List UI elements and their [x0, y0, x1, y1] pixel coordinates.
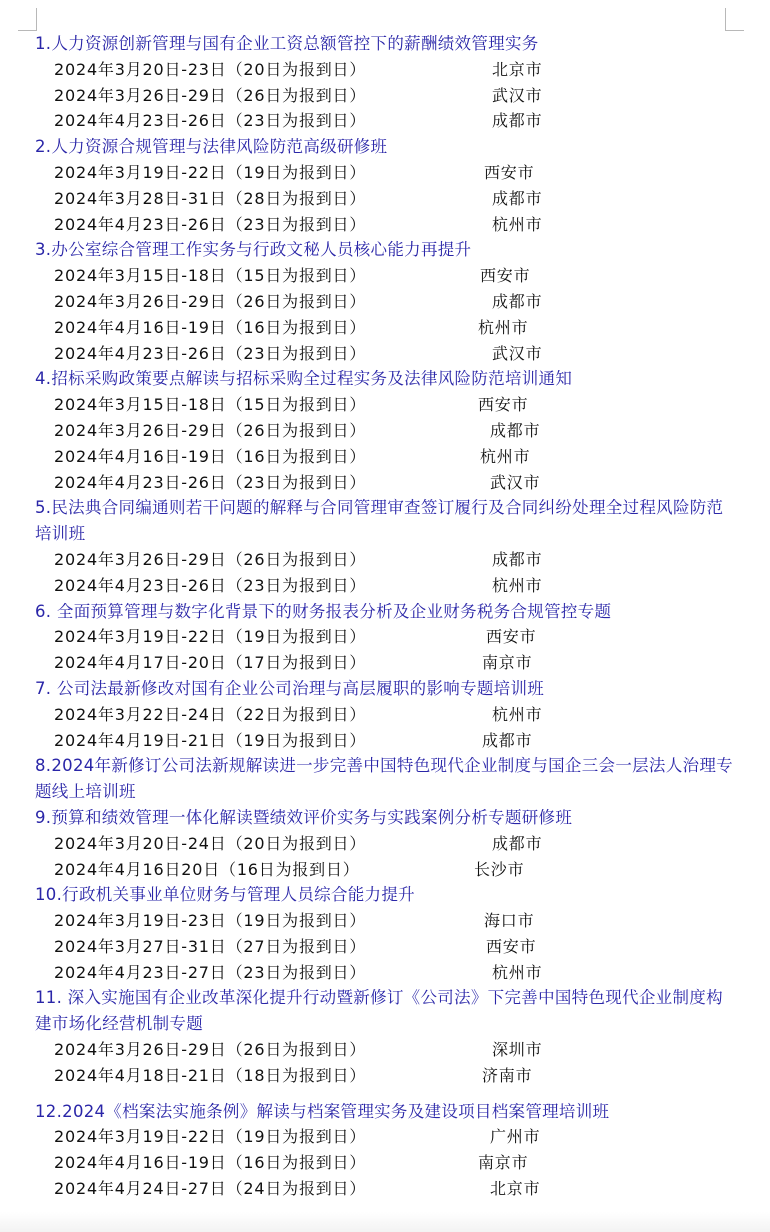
session-city: 杭州市	[492, 962, 543, 982]
session-city: 西安市	[484, 162, 535, 182]
course-list	[35, 31, 735, 1202]
session-city: 成都市	[482, 730, 533, 750]
session-date: 2024年4月23日-26日（23日为报到日）	[54, 472, 367, 492]
course-title[interactable]: 6. 全面预算管理与数字化背景下的财务报表分析及企业财务税务合规管控专题	[35, 601, 612, 621]
session-city: 广州市	[490, 1127, 541, 1147]
course-title[interactable]: 5.民法典合同编通则若干问题的解释与合同管理审查签订履行及合同纠纷处理全过程风险防范培训班	[35, 498, 724, 544]
session-city: 长沙市	[474, 859, 525, 879]
session-date: 2024年4月23日-26日（23日为报到日）	[54, 111, 367, 131]
course-block	[35, 676, 735, 753]
session-row	[35, 108, 735, 134]
session-city: 成都市	[490, 420, 541, 440]
course-block	[35, 882, 735, 985]
session-row	[35, 650, 735, 676]
session-row	[35, 160, 735, 186]
session-city: 武汉市	[492, 85, 543, 105]
course-title[interactable]: 10.行政机关事业单位财务与管理人员综合能力提升	[35, 885, 415, 905]
session-city: 成都市	[492, 188, 543, 208]
section-spacer	[35, 1089, 735, 1099]
course-title[interactable]: 12.2024《档案法实施条例》解读与档案管理实务及建设项目档案管理培训班	[35, 1101, 610, 1121]
session-row	[35, 341, 735, 367]
session-date: 2024年4月23日-26日（23日为报到日）	[54, 575, 367, 595]
session-row	[35, 315, 735, 341]
session-row	[35, 83, 735, 109]
session-row	[35, 624, 735, 650]
session-date: 2024年4月24日-27日（24日为报到日）	[54, 1179, 367, 1199]
session-date: 2024年4月16日-19日（16日为报到日）	[54, 446, 367, 466]
session-row	[35, 57, 735, 83]
page-corner-mark-left	[18, 8, 37, 31]
course-block	[35, 31, 735, 134]
session-date: 2024年3月26日-29日（26日为报到日）	[54, 291, 367, 311]
session-row	[35, 728, 735, 754]
page-bottom-edge	[0, 1212, 770, 1232]
session-city: 济南市	[482, 1065, 533, 1085]
course-title[interactable]: 9.预算和绩效管理一体化解读暨绩效评价实务与实践案例分析专题研修班	[35, 807, 573, 827]
session-row	[35, 960, 735, 986]
session-city: 武汉市	[490, 472, 541, 492]
session-city: 杭州市	[492, 575, 543, 595]
session-city: 杭州市	[480, 446, 531, 466]
session-row	[35, 289, 735, 315]
session-date: 2024年4月17日-20日（17日为报到日）	[54, 653, 367, 673]
session-row	[35, 1063, 735, 1089]
session-city: 杭州市	[492, 214, 543, 234]
session-city: 西安市	[486, 627, 537, 647]
session-date: 2024年4月23日-26日（23日为报到日）	[54, 343, 367, 363]
session-city: 北京市	[492, 59, 543, 79]
session-city: 成都市	[492, 111, 543, 131]
session-row	[35, 573, 735, 599]
session-date: 2024年3月19日-23日（19日为报到日）	[54, 911, 367, 931]
session-date: 2024年3月15日-18日（15日为报到日）	[54, 266, 367, 286]
session-city: 南京市	[478, 1153, 529, 1173]
session-date: 2024年3月19日-22日（19日为报到日）	[54, 162, 367, 182]
session-row	[35, 418, 735, 444]
page-corner-mark-right	[725, 8, 744, 31]
course-block	[35, 805, 735, 882]
session-city: 武汉市	[492, 343, 543, 363]
session-row	[35, 547, 735, 573]
session-row	[35, 1037, 735, 1063]
course-title[interactable]: 11. 深入实施国有企业改革深化提升行动暨新修订《公司法》下完善中国特色现代企业制度构建市场化经营机制专题	[35, 988, 723, 1034]
session-date: 2024年3月15日-18日（15日为报到日）	[54, 395, 367, 415]
session-city: 成都市	[492, 833, 543, 853]
session-city: 杭州市	[492, 704, 543, 724]
course-block	[35, 237, 735, 366]
session-date: 2024年3月27日-31日（27日为报到日）	[54, 936, 367, 956]
session-date: 2024年4月18日-21日（18日为报到日）	[54, 1065, 367, 1085]
session-date: 2024年3月26日-29日（26日为报到日）	[54, 549, 367, 569]
course-block	[35, 985, 735, 1088]
session-row	[35, 934, 735, 960]
session-city: 西安市	[480, 266, 531, 286]
course-block	[35, 134, 735, 237]
course-title[interactable]: 1.人力资源创新管理与国有企业工资总额管控下的薪酬绩效管理实务	[35, 34, 539, 53]
session-row	[35, 1150, 735, 1176]
session-date: 2024年4月23日-26日（23日为报到日）	[54, 214, 367, 234]
course-title[interactable]: 8.2024年新修订公司法新规解读进一步完善中国特色现代企业制度与国企三会一层法人治理专题线上培训班	[35, 756, 733, 802]
course-block	[35, 366, 735, 495]
session-date: 2024年4月16日-19日（16日为报到日）	[54, 317, 367, 337]
session-city: 海口市	[484, 911, 535, 931]
session-date: 2024年3月26日-29日（26日为报到日）	[54, 420, 367, 440]
session-date: 2024年3月19日-22日（19日为报到日）	[54, 627, 367, 647]
session-row	[35, 857, 735, 883]
session-city: 南京市	[482, 653, 533, 673]
course-block	[35, 599, 735, 676]
session-row	[35, 908, 735, 934]
session-row	[35, 831, 735, 857]
session-city: 西安市	[478, 395, 529, 415]
session-row	[35, 702, 735, 728]
session-date: 2024年4月16日-19日（16日为报到日）	[54, 1153, 367, 1173]
course-block	[35, 753, 735, 805]
session-date: 2024年3月22日-24日（22日为报到日）	[54, 704, 367, 724]
course-title[interactable]: 3.办公室综合管理工作实务与行政文秘人员核心能力再提升	[35, 240, 472, 260]
session-date: 2024年3月26日-29日（26日为报到日）	[54, 1040, 367, 1060]
session-row	[35, 444, 735, 470]
session-date: 2024年3月20日-23日（20日为报到日）	[54, 59, 367, 79]
session-row	[35, 1176, 735, 1202]
session-date: 2024年4月23日-27日（23日为报到日）	[54, 962, 367, 982]
session-date: 2024年3月20日-24日（20日为报到日）	[54, 833, 367, 853]
session-city: 深圳市	[492, 1040, 543, 1060]
session-city: 成都市	[492, 291, 543, 311]
session-date: 2024年4月19日-21日（19日为报到日）	[54, 730, 367, 750]
session-city: 杭州市	[478, 317, 529, 337]
session-row	[35, 470, 735, 496]
session-date: 2024年3月19日-22日（19日为报到日）	[54, 1127, 367, 1147]
session-row	[35, 1124, 735, 1150]
session-city: 北京市	[490, 1179, 541, 1199]
session-row	[35, 392, 735, 418]
session-date: 2024年4月16日20日（16日为报到日）	[54, 859, 360, 879]
session-row	[35, 186, 735, 212]
session-city: 成都市	[492, 549, 543, 569]
session-date: 2024年3月26日-29日（26日为报到日）	[54, 85, 367, 105]
session-row	[35, 263, 735, 289]
course-block	[35, 1099, 735, 1202]
course-title[interactable]: 2.人力资源合规管理与法律风险防范高级研修班	[35, 137, 388, 157]
course-title[interactable]: 4.招标采购政策要点解读与招标采购全过程实务及法律风险防范培训通知	[35, 369, 573, 389]
course-title[interactable]: 7. 公司法最新修改对国有企业公司治理与高层履职的影响专题培训班	[35, 678, 545, 698]
session-row	[35, 212, 735, 238]
course-block	[35, 495, 735, 598]
session-city: 西安市	[486, 936, 537, 956]
session-date: 2024年3月28日-31日（28日为报到日）	[54, 188, 367, 208]
